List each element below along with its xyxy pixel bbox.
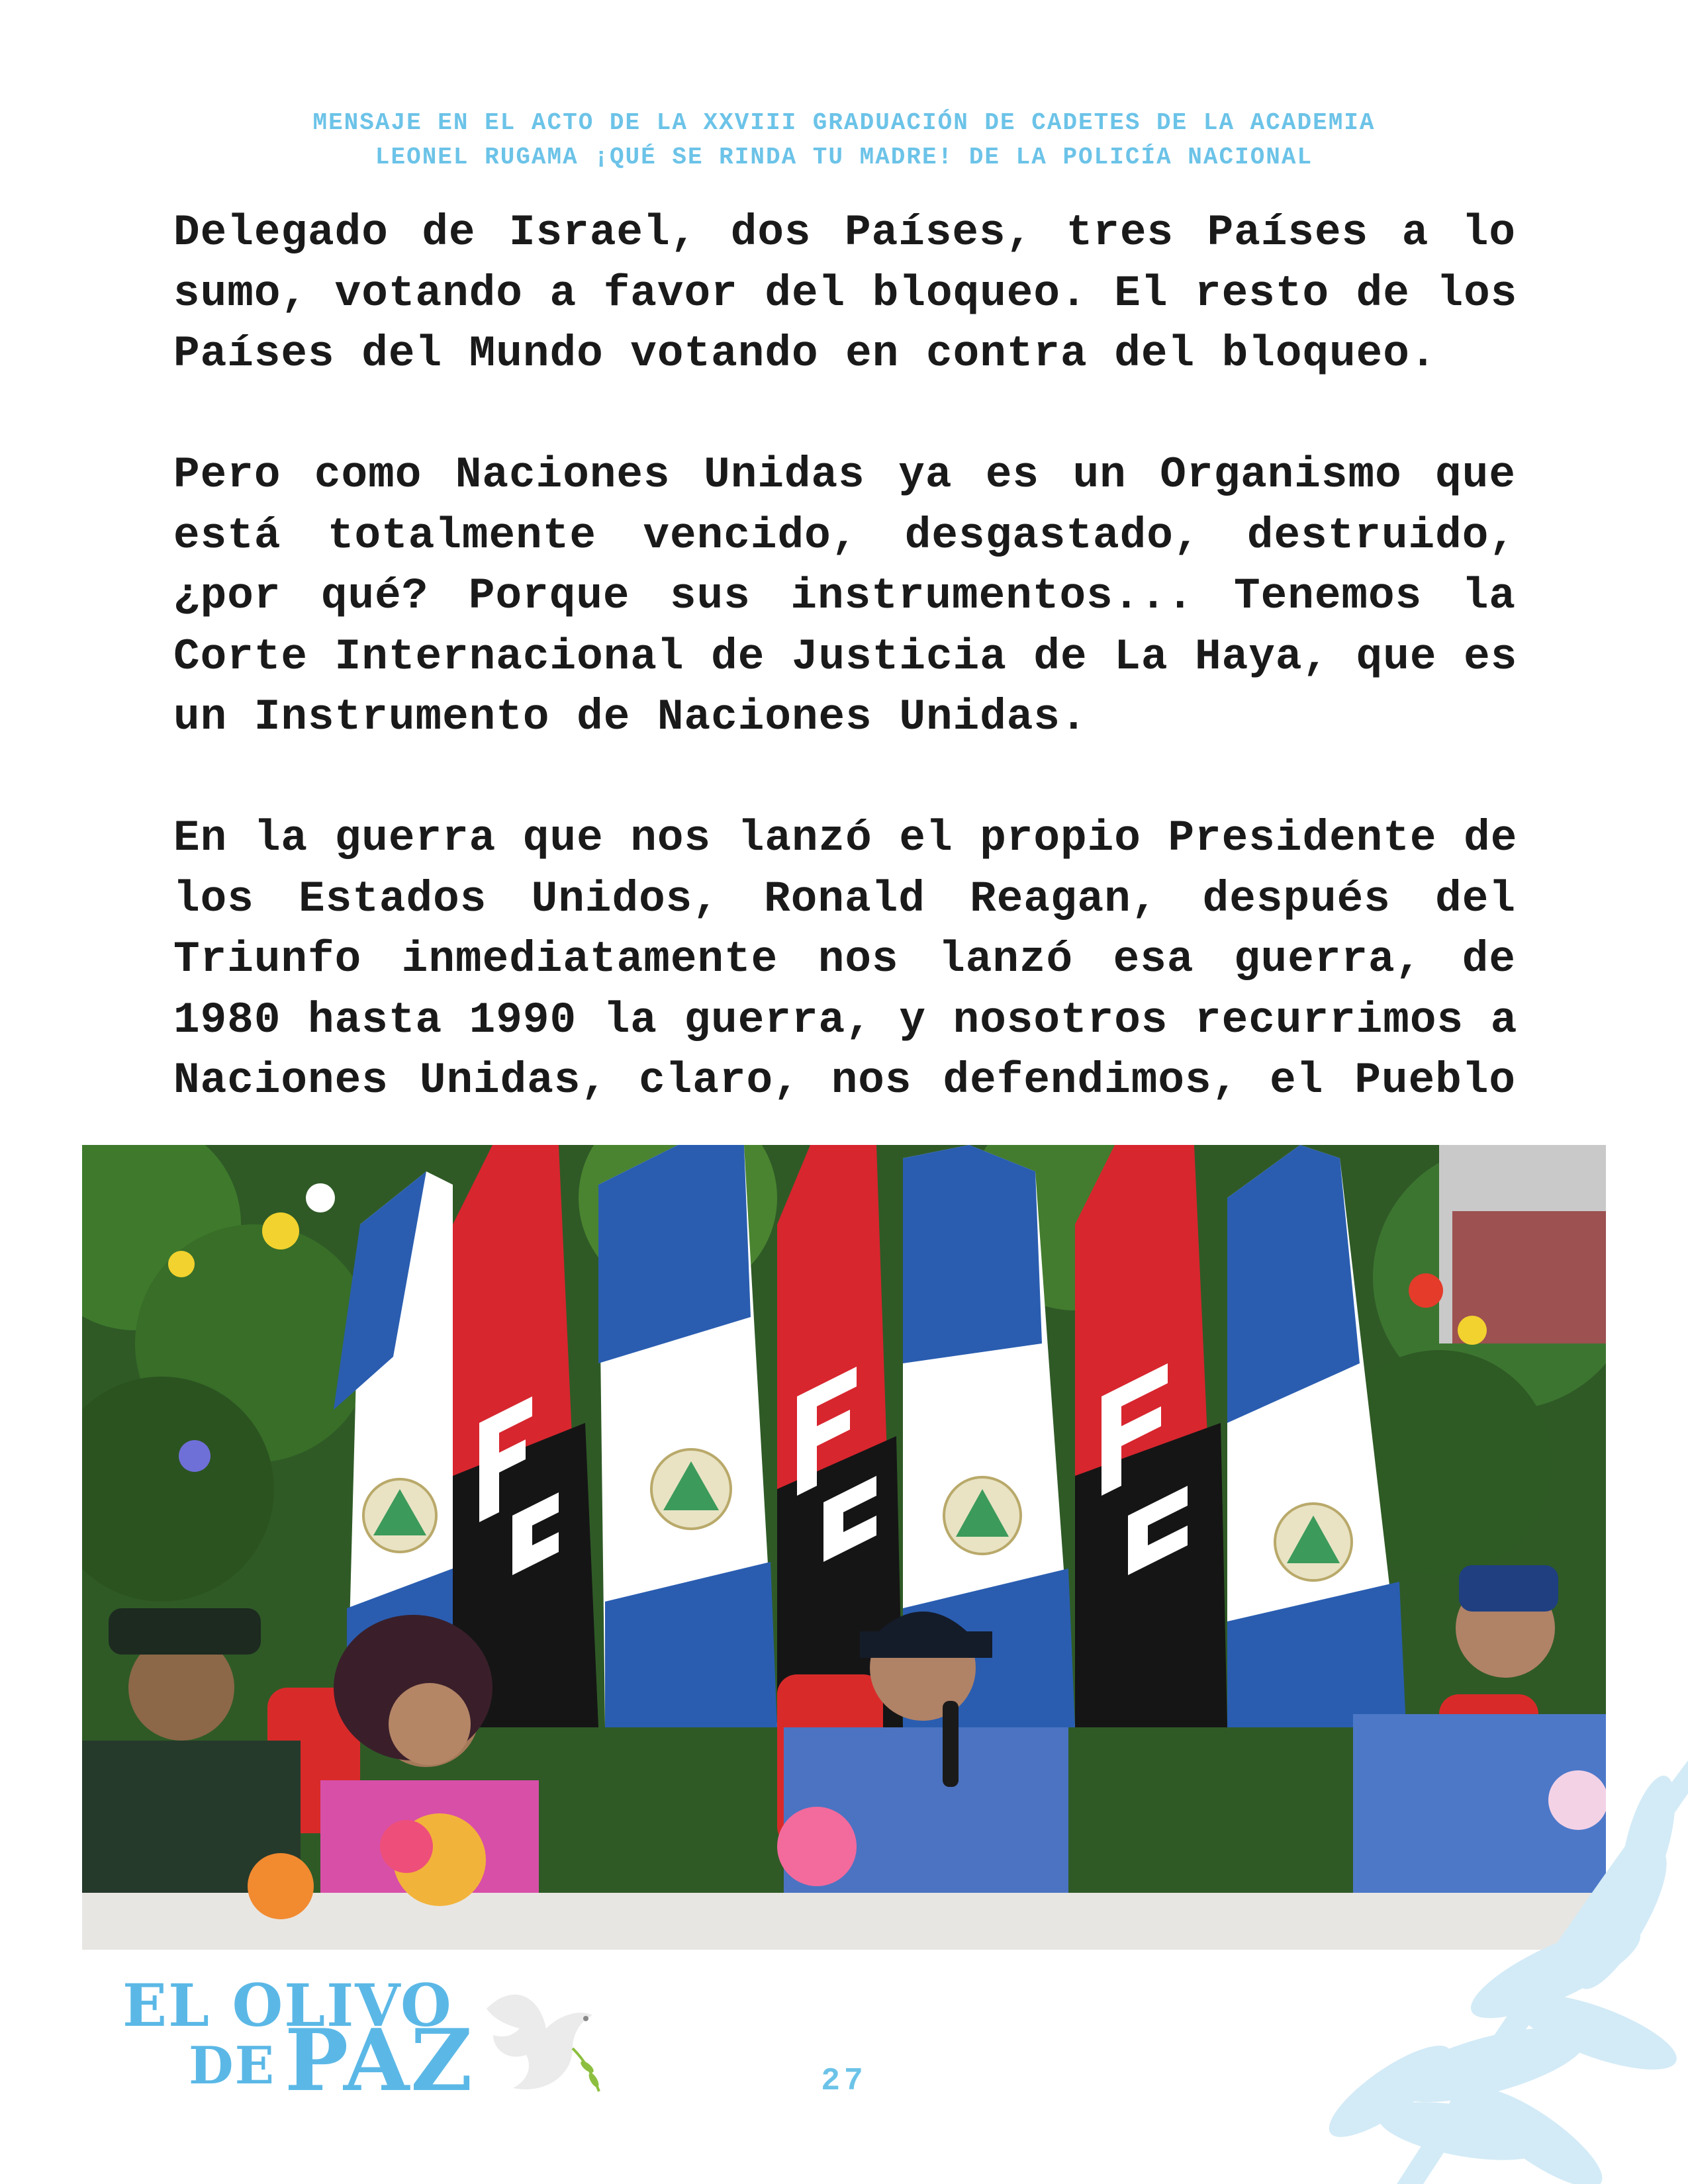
text-line: un Instrumento de Naciones Unidas. — [173, 692, 1088, 742]
text-line: 1980 hasta 1990 la guerra, y nosotros recurrimos a — [173, 995, 1518, 1045]
text-line: Triunfo inmediatamente nos lanzó esa guerra, de — [173, 934, 1516, 984]
header-line-2: LEONEL RUGAMA ¡QUÉ SE RINDA TU MADRE! DE LA POLICÍA NACIONAL — [375, 144, 1313, 171]
body-text — [173, 203, 1516, 1171]
text-line: sumo, votando a favor del bloqueo. El resto de los — [173, 268, 1518, 318]
text-line: ¿por qué? Porque sus instrumentos... Tenemos la — [173, 571, 1516, 621]
page-number: 27 — [821, 2064, 867, 2099]
text-line: En la guerra que nos lanzó el propio Presidente de — [173, 813, 1518, 863]
paragraph-1 — [173, 203, 1516, 385]
text-line: Naciones Unidas, claro, nos defendimos, el Pueblo — [173, 1056, 1516, 1105]
logo-line-2b: PAZ — [285, 2011, 474, 2111]
event-photo — [82, 1145, 1606, 1950]
text-line: Corte Internacional de Justicia de La Haya, que es — [173, 631, 1518, 682]
logo-line-1: EL OLIVO — [122, 1971, 453, 2040]
photo-illustration — [82, 1145, 1606, 1950]
logo-line-2a: DE — [189, 2036, 276, 2096]
text-line: los Estados Unidos, Ronald Reagan, después del — [173, 874, 1516, 924]
paragraph-3 — [173, 808, 1516, 1111]
header-line-1: MENSAJE EN EL ACTO DE LA XXVIII GRADUACIÓN DE CADETES DE LA ACADEMIA — [312, 109, 1376, 136]
text-line: Países del Mundo votando en contra del bloqueo. — [173, 329, 1437, 379]
running-header — [0, 106, 1688, 175]
text-line: está totalmente vencido, desgastado, destruido, — [173, 510, 1516, 561]
text-line: Delegado de Israel, dos Países, tres Países a lo — [173, 208, 1516, 257]
paragraph-2 — [173, 445, 1516, 748]
text-line: Pero como Naciones Unidas ya es un Organismo que — [173, 450, 1516, 500]
